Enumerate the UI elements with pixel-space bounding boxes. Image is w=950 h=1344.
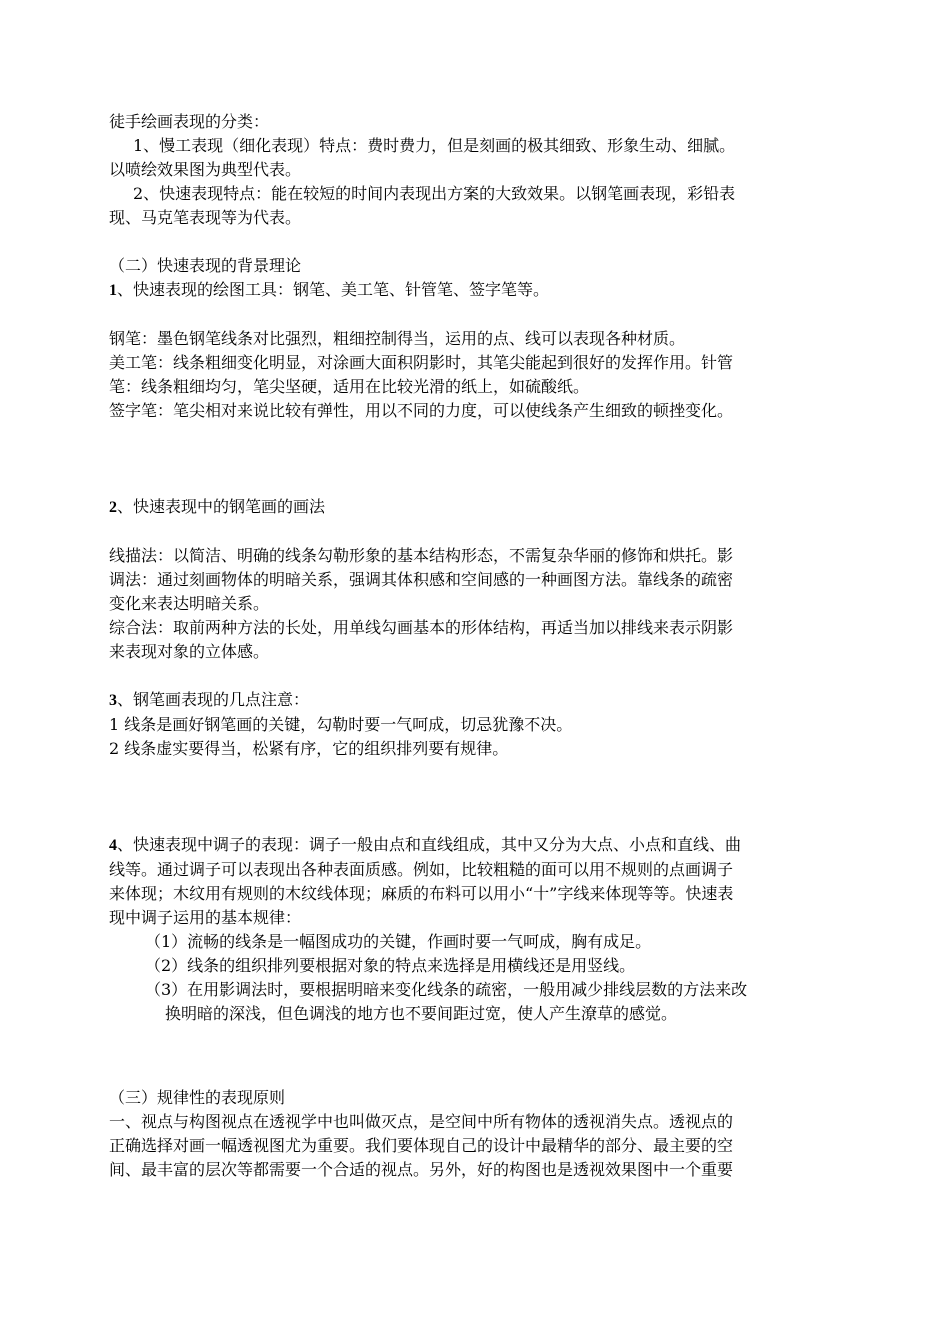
tool-pen: 钢笔：墨色钢笔线条对比强烈，粗细控制得当，运用的点、线可以表现各种材质。 xyxy=(109,329,686,348)
rule-3-cont: 换明暗的深浅，但色调浅的地方也不要间距过宽，使人产生潦草的感觉。 xyxy=(165,1004,678,1023)
rule-1: （1）流畅的线条是一幅图成功的关键，作画时要一气呵成，胸有成足。 xyxy=(145,932,652,951)
tone-paragraph-line-4: 现中调子运用的基本规律： xyxy=(109,908,302,927)
heading-3-number: 3 xyxy=(109,692,117,709)
viewpoint-line-2: 正确选择对画一幅透视图尤为重要。我们要体现自己的设计中最精华的部分、最主要的空 xyxy=(109,1136,734,1155)
tool-sign-pen: 签字笔：笔尖相对来说比较有弹性，用以不同的力度，可以使线条产生细致的顿挫变化。 xyxy=(109,401,734,420)
viewpoint-line-1: 一、视点与构图视点在透视学中也叫做灭点，是空间中所有物体的透视消失点。透视点的 xyxy=(109,1112,734,1131)
method-shading: 调法：通过刻画物体的明暗关系，强调其体积感和空间感的一种画图方法。靠线条的疏密 xyxy=(109,570,734,589)
heading-4 xyxy=(109,833,869,858)
rule-3: （3）在用影调法时，要根据明暗来变化线条的疏密，一般用减少排线层数的方法来改 xyxy=(145,980,748,999)
paragraph-slow-method-cont: 以喷绘效果图为典型代表。 xyxy=(109,160,302,179)
heading-1 xyxy=(109,278,869,303)
heading-3 xyxy=(109,688,869,713)
tool-art-pen: 美工笔：线条粗细变化明显，对涂画大面积阴影时，其笔尖能起到很好的发挥作用。针管 xyxy=(109,353,734,372)
method-combined: 综合法：取前两种方法的长处，用单线勾画基本的形体结构，再适当加以排线来表示阴影 xyxy=(109,618,734,637)
note-2: 2 线条虚实要得当，松紧有序，它的组织排列要有规律。 xyxy=(109,739,509,758)
method-combined-cont: 来表现对象的立体感。 xyxy=(109,642,270,661)
tone-paragraph-line-2: 线等。通过调子可以表现出各种表面质感。例如，比较粗糙的面可以用不规则的点画调子 xyxy=(109,860,734,879)
heading-1-number: 1 xyxy=(109,282,117,299)
paragraph-fast-method: 2、快速表现特点：能在较短的时间内表现出方案的大致效果。以钢笔画表现，彩铅表 xyxy=(133,184,736,203)
heading-1-text: 、快速表现的绘图工具：钢笔、美工笔、针管笔、签字笔等。 xyxy=(117,280,550,299)
tool-needle-pen: 笔：线条粗细均匀，笔尖坚硬，适用在比较光滑的纸上，如硫酸纸。 xyxy=(109,377,590,396)
tone-paragraph-line-3: 来体现；木纹用有规则的木纹线体现；麻质的布料可以用小“十”字线来体现等等。快速表 xyxy=(109,884,734,903)
document-page xyxy=(109,110,869,1182)
heading-2-text: 、快速表现中的钢笔画的画法 xyxy=(117,497,326,516)
heading-3-text: 、钢笔画表现的几点注意： xyxy=(117,690,310,709)
rule-2: （2）线条的组织排列要根据对象的特点来选择是用横线还是用竖线。 xyxy=(145,956,636,975)
method-line: 线描法：以简洁、明确的线条勾勒形象的基本结构形态，不需复杂华丽的修饰和烘托。影 xyxy=(109,546,734,565)
heading-2-number: 2 xyxy=(109,499,117,516)
section-2-title: （二）快速表现的背景理论 xyxy=(109,256,302,275)
heading-4-text: 、快速表现中调子的表现：调子一般由点和直线组成，其中又分为大点、小点和直线、曲 xyxy=(117,835,742,854)
classification-heading: 徒手绘画表现的分类： xyxy=(109,112,270,131)
heading-2 xyxy=(109,495,869,520)
viewpoint-line-3: 间、最丰富的层次等都需要一个合适的视点。另外，好的构图也是透视效果图中一个重要 xyxy=(109,1160,734,1179)
heading-4-number: 4 xyxy=(109,837,117,854)
method-shading-cont: 变化来表达明暗关系。 xyxy=(109,594,270,613)
paragraph-fast-method-cont: 现、马克笔表现等为代表。 xyxy=(109,208,302,227)
section-3-title: （三）规律性的表现原则 xyxy=(109,1088,286,1107)
note-1: 1 线条是画好钢笔画的关键，勾勒时要一气呵成，切忌犹豫不决。 xyxy=(109,715,573,734)
paragraph-slow-method: 1、慢工表现（细化表现）特点：费时费力，但是刻画的极其细致、形象生动、细腻。 xyxy=(133,136,736,155)
